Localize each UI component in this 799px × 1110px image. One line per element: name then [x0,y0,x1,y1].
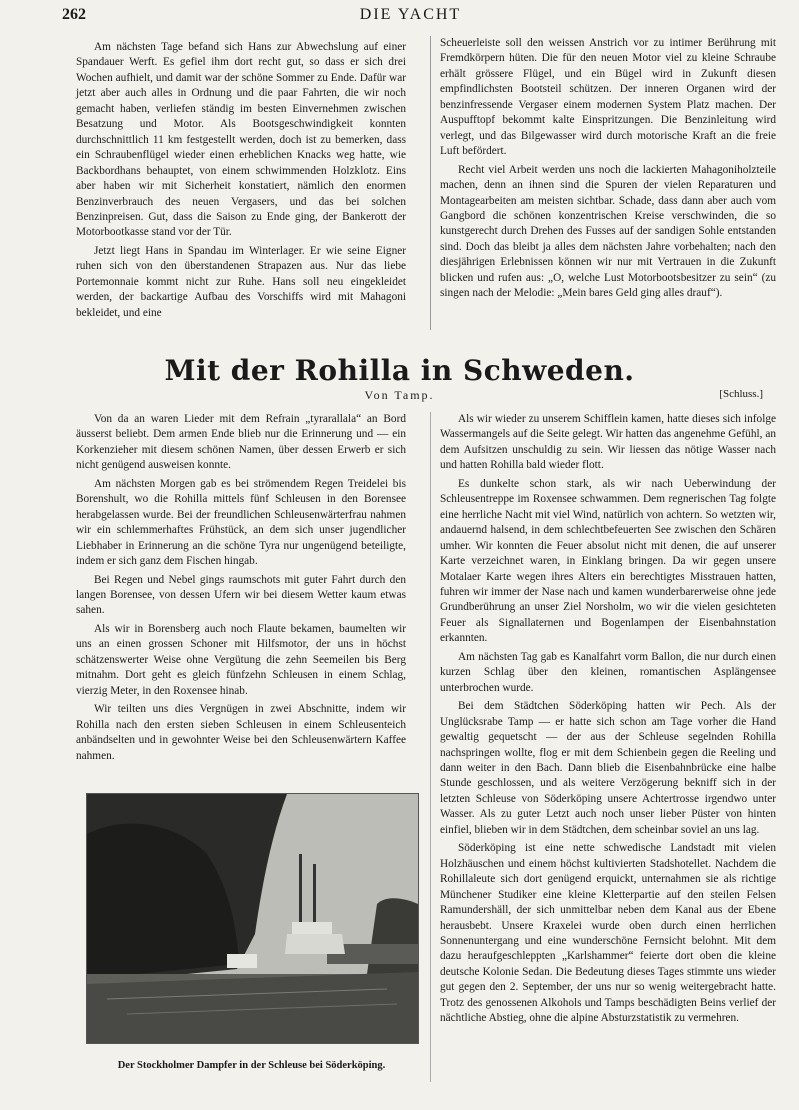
paragraph: Am nächsten Morgen gab es bei strömendem Regen Treidelei bis Borenshult, wo die Rohilla mittels fünf Schleusen in den Borensee herabgelassen wurde. Bei der freundlichen Schleusenwärterfrau nahmen wir ein schlemmerhaftes Frühstück, an dem sich unser jugendlicher Liebhaber in Erinnerung an die schöne Tyra nur ungenügend beteiligte, indem er sich ganz dem Fischen hingab. [76,477,406,568]
photo-caption: Der Stockholmer Dampfer in der Schleuse bei Söderköping. [117,1060,386,1071]
column-divider [430,36,431,330]
running-title: DIE YACHT [359,6,462,23]
bottom-left-column [76,412,406,764]
paragraph: Söderköping ist eine nette schwedische Landstadt mit vielen Holzhäuschen und einem höchst kultivierten Stadshotellet. Nachdem die Rohillaleute sich dort genügend erquickt, unternahmen sie als richtige Münchener Studiker eine kleine Kletterpartie auf den steilen Felsen Ramundershäll, der sich unmittelbar neben dem Kanal aus der Ebene herausbebt. Unsere Kraxelei wurde oben durch einen herrlichen Sonnenuntergang und eine wunderschöne Fernsicht belohnt. Mit dem dazu heraufgeschleppten „Karlshammer“ feierte dort oben die kleine deutsche Kolonie Sedan. Die Bedeutung dieses Tages stimmte uns wieder gut gegen den 2. September, der uns nur so wenig weitergebracht hatte. Trotz des genossenen Alkohols und Tamps beschädigten Beins verlief der nächtliche Abstieg, ohne die alpine Absturzstatistik zu vermehren. [440,842,776,1025]
paragraph: Bei Regen und Nebel gings raumschots mit guter Fahrt durch den langen Borensee, von dessen Ufern wir bei diesem Wetter kaum etwas sahen. [76,573,406,617]
article-tag: [Schluss.] [719,388,763,400]
bottom-right-column [440,412,776,1027]
paragraph: Als wir in Borensberg auch noch Flaute bekamen, baumelten wir uns an einen grossen Schoner mit Hilfsmotor, der uns in höchst schätzenswerter Weise ohne Vergütung die zehn Seemeilen bis Berg mitnahm. Dort geht es gleich fünfzehn Schleusen in einem Schlag, vierzig Meter, in den Roxensee hinab. [76,622,406,697]
steamer-photo [86,793,419,1044]
paragraph: Scheuerleiste soll den weissen Anstrich vor zu intimer Berührung mit Fremdkörpern hüten. Die für den neuen Motor viel zu kleine Schraube erhält grössere Flügel, und ein Bügel wird in Zukunft diesen empfindlichsten Bootsteil schützen. Der inneren Organen wird der benzinfressende Vergaser einem modernen System Platz machen. Der Auspufftopf bekommt kalte Einspritzungen. Die Benzinleitung wird verlegt, und das Bilgewasser wird durch motorische Kraft an die freie Luft befördert. [440,37,776,158]
paragraph: Bei dem Städtchen Söderköping hatten wir Pech. Als der Unglücksrabe Tamp — er hatte sich schon am Tage vorher die Hand gewaltig gequetscht — der aus der Schleuse segelnden Rohilla nachspringen wollte, flog er mit dem Schienbein gegen die Reeling und dann weiter in den Bach. Dann blieb die Eisenbahnbrücke eine halbe Stunde geschlossen, und als weitere Verzögerung bekniff sich in der letzten Schleuse von Söderköping unsere Achtertrosse irgendwo unter Wasser. Als zu guter Letzt auch noch unser lieber Püster von hinten einfiel, blieben wir in dem Städtchen, dem scheinbar soviel an uns lag. [440,700,776,836]
paragraph: Von da an waren Lieder mit dem Refrain „tyrarallala“ an Bord äusserst beliebt. Dem armen Ende blieb nur die Erinnerung und — ein Korkenzieher mit diesem schönen Namen, über dessen Erwerb er sich nicht genügend ausweisen konnte. [76,413,406,472]
paragraph: Es dunkelte schon stark, als wir nach Ueberwindung der Schleusentreppe im Roxensee schwammen. Dem regnerischen Tag folgte eine herrliche Nacht mit viel Wind, natürlich von achtern. So wetzten wir, andauernd halsend, in dem schlechtbefeuerten See zwischen den Schären umher. Wir konnten die Feuer absolut nicht mit denen, die auf unserer Karte verzeichnet waren, in Einklang bringen. Da wir gegen unsere Motalaer Karte wegen ihres Alters ein berechtigtes Misstrauen hatten, fuhren wir immer der Nase nach und kamen wunderbarerweise ohne jede Grundberührung an unser Ziel Norsholm, wo wir die vielen gesichteten Feuer als Signallaternen und Bogenlampen der Eisenbahnstation erkannten. [440,477,776,645]
page-number: 262 [62,6,86,23]
paragraph: Am nächsten Tag gab es Kanalfahrt vorm Ballon, die nur durch einen kurzen Schlag über den kleinen, romantischen Asplängensee unterbrochen wurde. [440,650,776,694]
paragraph: Recht viel Arbeit werden uns noch die lackierten Mahagoniholzteile machen, denn an ihnen sind die Spuren der vielen Reparaturen und Montagearbeiten am meisten sichtbar. Schade, dass dann aber auch vom Gangbord die schönen konzentrischen Kreise verschwinden, die so kunstgerecht durch Drehen des Fusses auf der sandigen Sohle entstanden sind. Doch das bleibt ja alles dem nächsten Jahre vorbehalten; nach den diesjährigen Erlebnissen können wir nur mit Vertrauen in die Zukunft blicken und rufen aus: „O, welche Lust Motorbootsbesitzer zu sein“ (zu singen nach der Melodie: „Mein bares Geld ging alles drauf“). [440,163,776,300]
top-right-column [440,36,776,302]
paragraph: Am nächsten Tage befand sich Hans zur Abwechslung auf einer Spandauer Werft. Es gefiel ihm dort recht gut, so dass er sich drei Wochen aufhielt, und damit war der schöne Sommer zu Ende. Dafür war jetzt aber auch alles in Ordnung und die paar Fahrten, die wir noch gemacht haben, verliefen ständig im besten Einvernehmen zwischen Besatzung und Motor. Als Bootsgeschwindigkeit konnten durchschnittlich 11 km festgestellt werden, doch ist zu bemerken, dass ein Schraubenflügel wieder einen erheblichen Knacks weg hatte, wie Backbordhans behauptet, von einem schwimmenden Holzklotz. Eins aber haben wir mit Sicherheit konstatiert, nämlich den enormen Benzinverbrauch des neuen Vergasers, und das bei solchen Benzinpreisen. Gut, dass die Saison zu Ende ging, der Bankerott der Motorbootkasse stand vor der Tür. [76,41,406,239]
paragraph: Jetzt liegt Hans in Spandau im Winterlager. Er wie seine Eigner ruhen sich von den überstandenen Strapazen aus. Nur das liebe Portemonnaie kommt nicht zur Ruhe. Hans soll neu eingekleidet werden, der backartige Aufbau des Vorschiffs wird mit Mahagoni bekleidet, und eine [76,244,406,319]
paragraph: Als wir wieder zu unserem Schifflein kamen, hatte dieses sich infolge Wassermangels auf die Seite gelegt. Wir hatten das angenehme Gefühl, an dem Aufsitzen unschuldig zu sein. Wir liessen das nötige Wasser nach und hatten Rohilla bald wieder flott. [440,413,776,472]
page-header [62,6,759,26]
article-title: Mit der Rohilla in Schweden. [164,354,635,387]
article-byline: Von Tamp. [364,388,435,402]
top-left-column [76,40,406,321]
column-divider [430,412,431,1082]
paragraph: Wir teilten uns dies Vergnügen in zwei Abschnitte, indem wir Rohilla nach den ersten sieben Schleusen in einem Schleusenteich anbändselten und in gewohnter Weise bei den Schleusenwärtern Kaffee nahmen. [76,703,406,762]
